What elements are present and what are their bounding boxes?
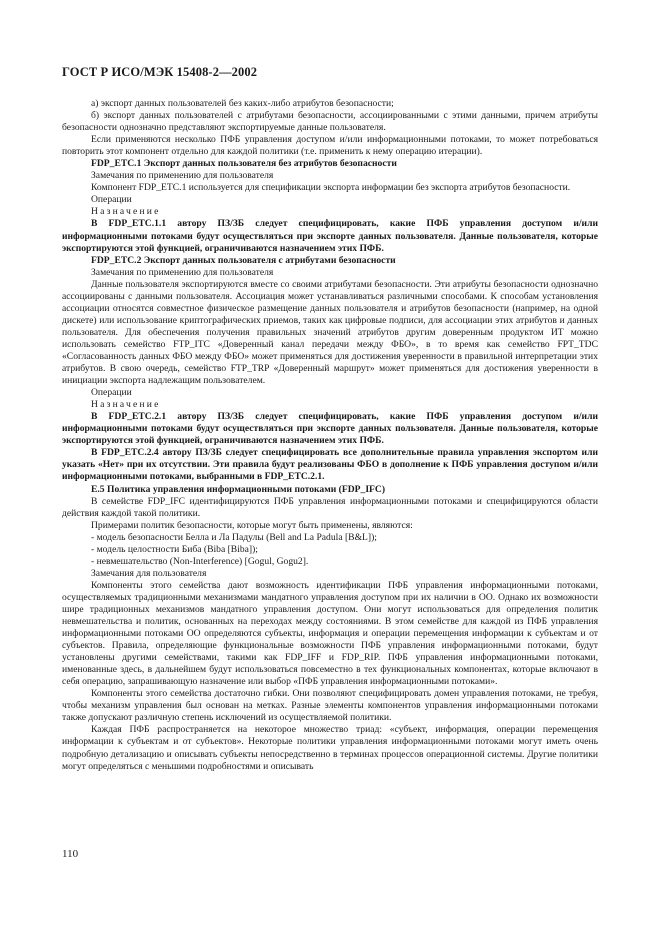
paragraph: Каждая ПФБ распространяется на некоторое множество триад: «субъект, информация, операции перемещения информации к субъектам и от субъектов». Некоторые политики управления информационными потоками могут иметь очень подробную детализацию и описывать субъекты непосредственно в терминах процессов операционной системы. Другие политики могут определяться с меньшими подробностями и описывать	[62, 724, 598, 772]
paragraph: Примерами политик безопасности, которые могут быть применены, являются:	[91, 519, 413, 531]
paragraph: Компоненты этого семейства достаточно гибки. Они позволяют специфицировать домен управления потоками, не требуя, чтобы механизм управления был основан на метках. Разные элементы компонентов управления информационными потоками также допускают различную степень исключений из осуществляемой политики.	[62, 688, 598, 724]
paragraph: Данные пользователя экспортируются вместе со своими атрибутами безопасности. Эти атрибуты безопасности однозначно ассоциированы с данными пользователя. Ассоциация может устанавливаться различными способами. К способам установления ассоциации относятся совместное физическое размещение данных пользователя и атрибутов безопасности (например, на одной дискете) или использование криптографических приемов, таких как цифровые подписи, для ассоциации этих атрибутов и данных пользователя. Для обеспечения получения правильных значений атрибутов другим доверенным продуктом ИТ можно использовать семейство FTP_ITC «Доверенный канал передачи между ФБО», в то время как семейство FPT_TDC «Согласованность данных ФБО между ФБО» может применяться для достижения уверенности в правильной интерпретации этих атрибутов. В свою очередь, семейство FTP_TRP «Доверенный маршрут» может применяться для достижения уверенности в инициации экспорта надлежащим пользователем.	[62, 278, 598, 387]
paragraph: б) экспорт данных пользователей с атрибутами безопасности, ассоциированными с этими данными, причем атрибуты безопасности однозначно представляют экспортируемые данные пользователя.	[62, 110, 598, 134]
page-header: ГОСТ Р ИСО/МЭК 15408-2—2002	[62, 65, 258, 79]
paragraph: - модель целостности Биба (Biba [Biba]);	[91, 543, 258, 555]
document-body	[62, 98, 598, 773]
paragraph: - модель безопасности Белла и Ла Падулы (Bell and La Padula [B&L]);	[91, 531, 377, 543]
bold-paragraph: В FDP_ETC.2.1 автору ПЗ/ЗБ следует специфицировать, какие ПФБ управления доступом и/или информационными потоками будут осуществляться при экспорте данных пользователя. Данные пользователя, которые экспортируются этой функцией, ограничиваются назначением этих ПФБ.	[62, 411, 598, 447]
paragraph: Компоненты этого семейства дают возможность идентификации ПФБ управления информационными потоками, осуществляемых традиционными механизмами мандатного управления доступом при их наличии в ОО. Однако их возможности шире традиционных механизмов мандатного управления доступом. Они могут использоваться для определения политик невмешательства и политик, основанных на переходах между состояниями. В этом семействе для каждой из ПФБ управления информационными потоками ОО определяются субъекты, информация и операции перемещения информации к субъектам и от субъектов. Правила, определяющие функциональные возможности ПФБ управления информационными потоками, будут установлены другими семействами, такими как FDP_IFF и FDP_RIP. ПФБ управления информационными потоками, именованные здесь, в дальнейшем будут использоваться повсеместно в тех функциональных компонентах, которые включают в себя операцию, запрашивающую назначение или выбор «ПФБ управления информационными потоками».	[62, 579, 598, 688]
paragraph: Назначение	[91, 399, 161, 411]
bold-paragraph: В FDP_ETC.1.1 автору ПЗ/ЗБ следует специфицировать, какие ПФБ управления доступом и/или информационными потоками будут осуществляться при экспорте данных пользователя. Данные пользователя, которые экспортируются этой функцией, ограничиваются назначением этих ПФБ.	[62, 218, 598, 254]
paragraph: Замечания для пользователя	[91, 567, 207, 579]
paragraph: Операции	[91, 194, 132, 206]
paragraph: Если применяются несколько ПФБ управления доступом и/или информационными потоками, то может потребоваться повторить этот компонент отдельно для каждой политики (т.е. применить к нему операцию итерации).	[62, 134, 598, 158]
paragraph: Компонент FDP_ETC.1 используется для спецификации экспорта информации без экспорта атрибутов безопасности.	[91, 182, 571, 194]
paragraph: В семействе FDP_IFC идентифицируются ПФБ управления информационными потоками и специфицируются области действия каждой такой политики.	[62, 495, 598, 519]
bold-paragraph: FDP_ETC.2 Экспорт данных пользователя с атрибутами безопасности	[91, 254, 396, 266]
page-number: 110	[62, 848, 79, 860]
bold-paragraph: В FDP_ETC.2.4 автору ПЗ/ЗБ следует специфицировать все дополнительные правила управления экспортом или указать «Нет» при их отсутствии. Эти правила будут реализованы ФБО в дополнение к ПФБ управления доступом и/или информационными потоками, выбранными в FDP_ETC.2.1.	[62, 447, 598, 483]
bold-paragraph: FDP_ETC.1 Экспорт данных пользователя без атрибутов безопасности	[91, 158, 397, 170]
paragraph: Назначение	[91, 206, 161, 218]
paragraph: Операции	[91, 387, 132, 399]
paragraph: - невмешательство (Non-Interference) [Gogul, Gogu2].	[91, 555, 309, 567]
bold-paragraph: Е.5 Политика управления информационными потоками (FDP_IFC)	[91, 483, 386, 495]
paragraph: Замечания по применению для пользователя	[91, 266, 274, 278]
paragraph: а) экспорт данных пользователей без каких-либо атрибутов безопасности;	[91, 98, 394, 109]
paragraph: Замечания по применению для пользователя	[91, 170, 274, 182]
